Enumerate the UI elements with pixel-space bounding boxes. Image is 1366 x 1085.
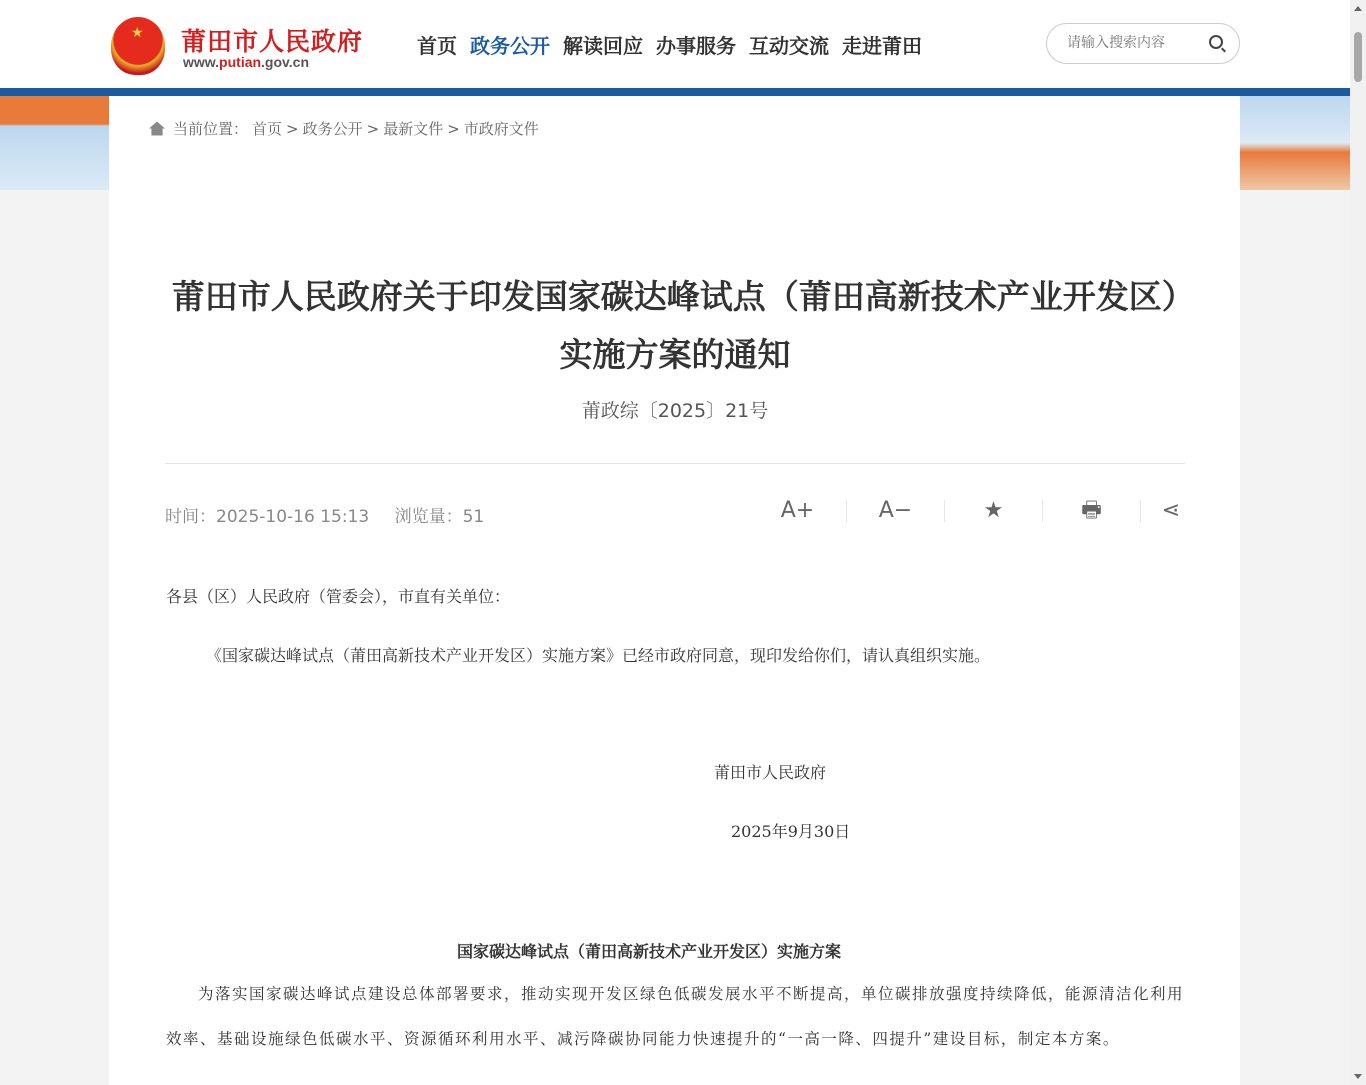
scroll-down-icon[interactable] bbox=[1354, 1074, 1362, 1079]
salutation: 各县（区）人民政府（管委会），市直有关单位： bbox=[166, 587, 511, 606]
divider bbox=[165, 463, 1185, 464]
favorite-star-icon[interactable]: ★ bbox=[945, 500, 1043, 522]
share-icon[interactable]: ⋖ bbox=[1161, 498, 1181, 523]
font-increase-button[interactable]: A+ bbox=[749, 500, 847, 522]
search-input[interactable] bbox=[1067, 34, 1197, 50]
publish-time: 时间：2025-10-16 15:13 bbox=[165, 507, 370, 527]
article-toolbar bbox=[749, 500, 1201, 522]
nav-interaction[interactable]: 互动交流 bbox=[749, 34, 829, 58]
site-header bbox=[0, 0, 1350, 88]
search-icon[interactable] bbox=[1209, 35, 1223, 49]
section-title: 国家碳达峰试点（莆田高新技术产业开发区）实施方案 bbox=[457, 942, 842, 961]
notice-text: 《国家碳达峰试点（莆田高新技术产业开发区）实施方案》已经市政府同意，现印发给你们，请认真组织实施。 bbox=[206, 646, 991, 665]
document-number: 莆政综〔2025〕21号 bbox=[581, 400, 769, 422]
article-meta bbox=[165, 502, 504, 527]
site-name[interactable]: 莆田市人民政府 bbox=[181, 27, 364, 56]
nav-about-putian[interactable]: 走进莆田 bbox=[842, 34, 922, 58]
main-nav bbox=[417, 30, 922, 59]
header-divider bbox=[0, 88, 1350, 96]
scroll-up-icon[interactable] bbox=[1354, 6, 1362, 11]
search-box bbox=[1046, 23, 1240, 64]
content-panel bbox=[109, 96, 1240, 1085]
nav-interpretation[interactable]: 解读回应 bbox=[563, 34, 643, 58]
print-icon[interactable]: 🖶 bbox=[1043, 500, 1141, 522]
signer: 莆田市人民政府 bbox=[714, 763, 827, 782]
home-icon bbox=[149, 122, 165, 136]
site-url: www.putian.gov.cn bbox=[183, 54, 310, 70]
breadcrumb-home[interactable]: 首页 bbox=[252, 120, 283, 138]
nav-government-affairs[interactable]: 政务公开 bbox=[470, 34, 550, 58]
breadcrumb-city-files[interactable]: 市政府文件 bbox=[463, 120, 539, 138]
breadcrumb-latest-files[interactable]: 最新文件 bbox=[383, 120, 444, 138]
banner-decoration-right bbox=[1240, 96, 1350, 190]
national-emblem-logo[interactable]: ★ bbox=[111, 17, 165, 75]
issue-date: 2025年9月30日 bbox=[731, 822, 851, 841]
view-count: 浏览量：51 bbox=[394, 507, 485, 527]
nav-services[interactable]: 办事服务 bbox=[656, 34, 736, 58]
paragraph: 为落实国家碳达峰试点建设总体部署要求，推动实现开发区绿色低碳发展水平不断提高，单位碳排放强度持续降低，能源清洁化利用效率、基础设施绿色低碳水平、资源循环利用水平、减污降碳协同能力快速提升的“一高一降、四提升”建设目标，制定本方案。 bbox=[166, 985, 1185, 1048]
font-decrease-button[interactable]: A− bbox=[847, 500, 945, 522]
nav-home[interactable]: 首页 bbox=[417, 34, 457, 58]
breadcrumb: 当前位置： 首页 > 政务公开 > 最新文件 > 市政府文件 bbox=[149, 118, 539, 139]
breadcrumb-government-affairs[interactable]: 政务公开 bbox=[302, 120, 363, 138]
scrollbar-thumb[interactable] bbox=[1354, 32, 1362, 82]
banner-decoration-left bbox=[0, 96, 109, 190]
scrollbar[interactable] bbox=[1350, 0, 1366, 1085]
article-title: 莆田市人民政府关于印发国家碳达峰试点（莆田高新技术产业开发区）实施方案的通知 bbox=[171, 277, 1179, 374]
